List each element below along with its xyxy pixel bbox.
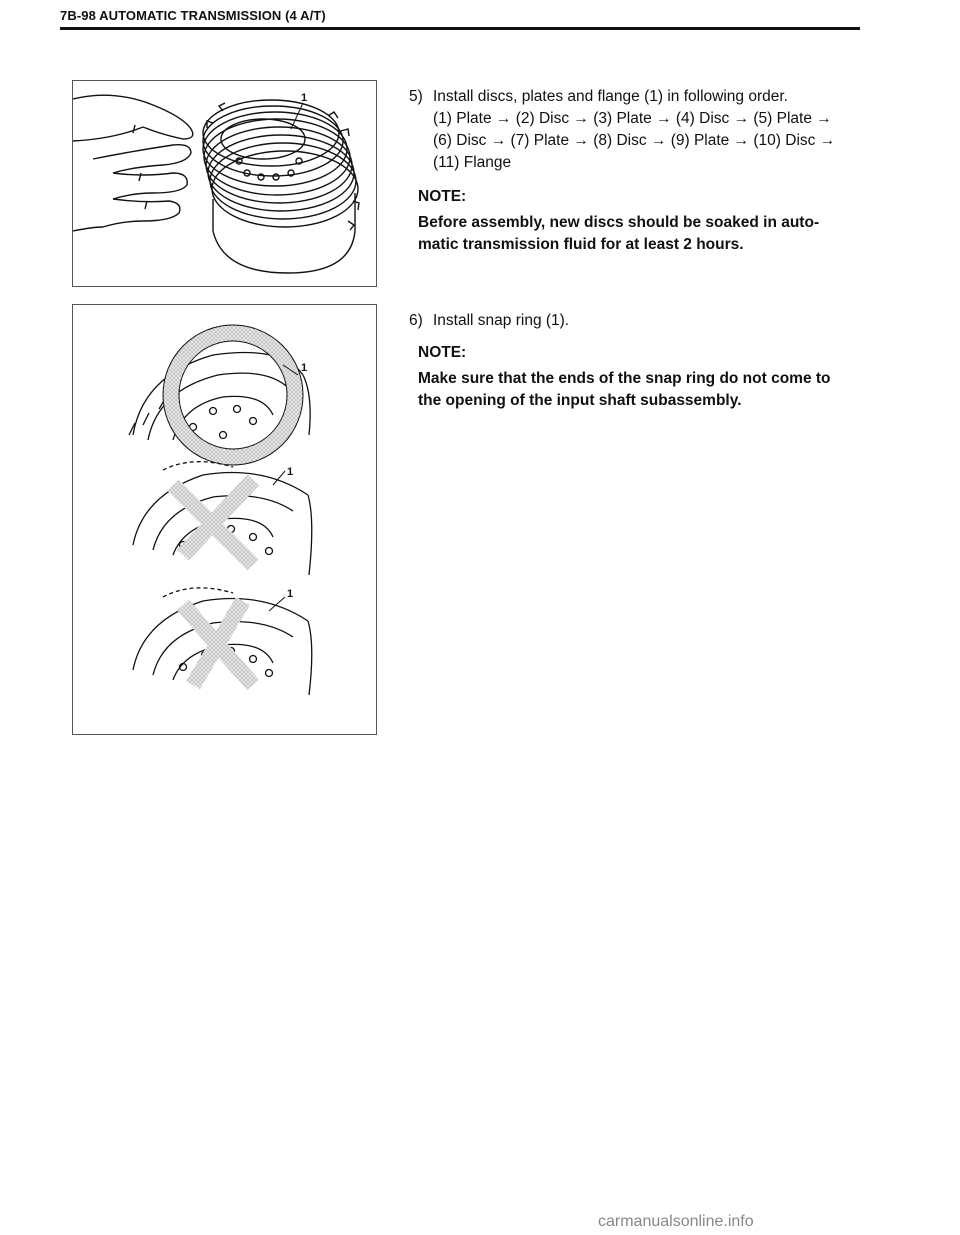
step5-heading bbox=[409, 86, 788, 108]
disc-installation-illustration bbox=[73, 81, 376, 286]
figure2-callout-bottom: 1 bbox=[287, 588, 294, 600]
step6-note-line-1: Make sure that the ends of the snap ring do not come to bbox=[418, 370, 831, 387]
step6-number: 6) bbox=[409, 312, 423, 329]
page-header: 7B-98 AUTOMATIC TRANSMISSION (4 A/T) bbox=[60, 8, 326, 23]
figure1-callout: 1 bbox=[301, 92, 308, 104]
figure-snap-ring bbox=[72, 304, 377, 735]
footer-watermark: carmanualsonline.info bbox=[598, 1213, 754, 1230]
step5-order-line-1: (1) Plate → (2) Disc → (3) Plate → (4) Disc → (5) Plate → bbox=[433, 110, 832, 127]
step5-number: 5) bbox=[409, 88, 423, 105]
snap-ring-illustration bbox=[73, 305, 376, 734]
step5-note-line-2: matic transmission fluid for at least 2 hours. bbox=[418, 236, 744, 253]
header-rule bbox=[60, 27, 860, 30]
step5-order-line-2: (6) Disc → (7) Plate → (8) Disc → (9) Plate → (10) Disc → bbox=[433, 132, 836, 149]
step5-order-line-3: (11) Flange bbox=[433, 154, 512, 171]
step6-note-label: NOTE: bbox=[418, 344, 467, 361]
step5-text: Install discs, plates and flange (1) in following order. bbox=[433, 88, 788, 105]
step6-heading bbox=[409, 310, 569, 332]
step6-note-line-2: the opening of the input shaft subassembly. bbox=[418, 392, 742, 409]
step5-note-line-1: Before assembly, new discs should be soaked in auto- bbox=[418, 214, 820, 231]
figure2-callout-mid: 1 bbox=[287, 466, 294, 478]
step5-note-label: NOTE: bbox=[418, 188, 467, 205]
figure-disc-installation bbox=[72, 80, 377, 287]
figure2-callout-top: 1 bbox=[301, 362, 308, 374]
step6-text: Install snap ring (1). bbox=[433, 312, 570, 329]
